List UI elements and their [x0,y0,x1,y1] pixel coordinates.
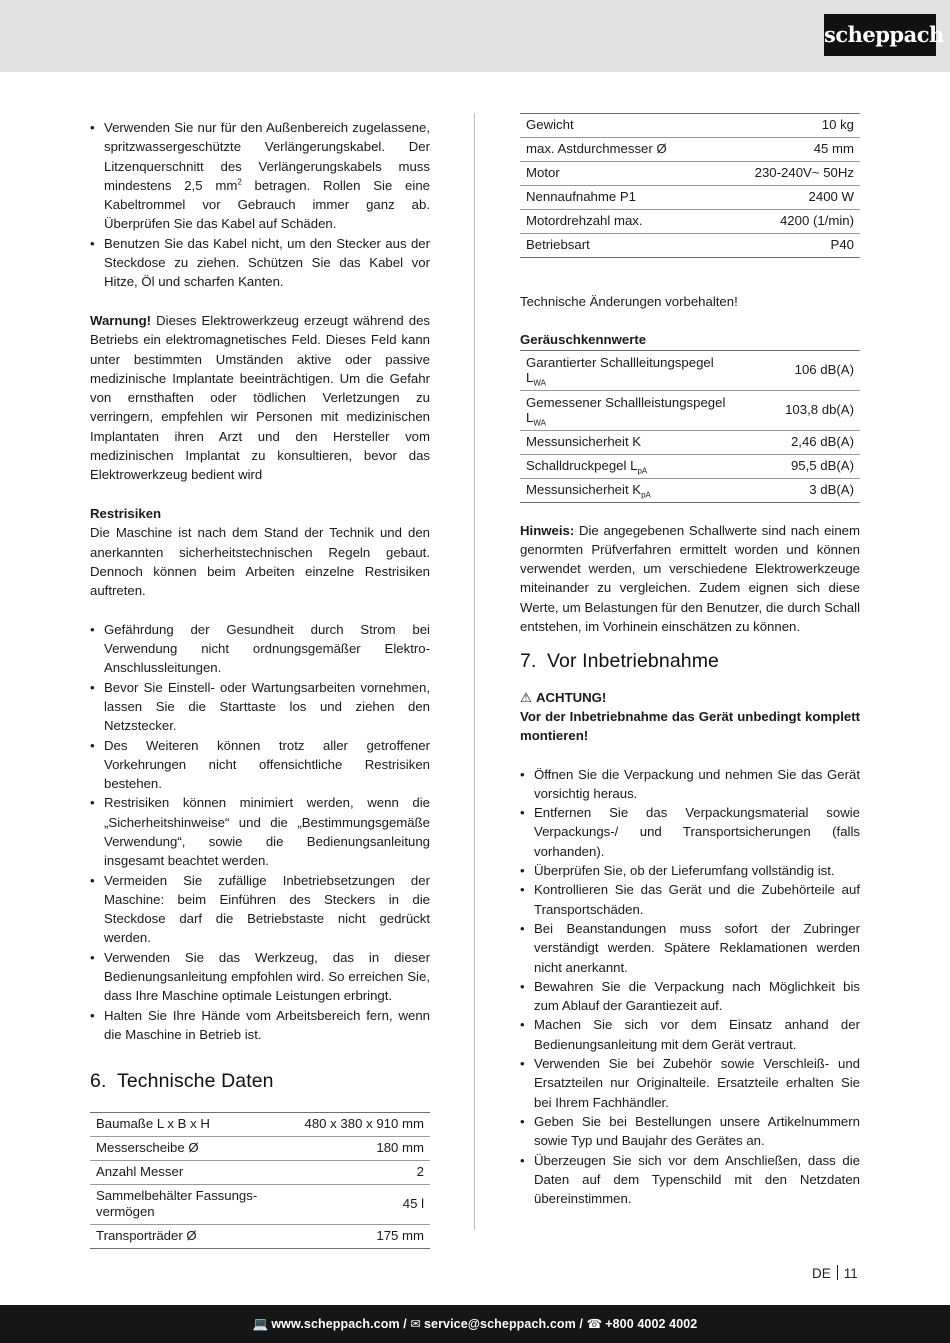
preparation-list [520,765,860,1209]
phone-icon: ☎ [586,1317,603,1331]
list-item: • Geben Sie bei Bestellungen unsere Artikelnummern sowie Typ und Baujahr des Gerätes an. [520,1112,860,1151]
list-item: • Entfernen Sie das Verpackungsmaterial sowie Verpackungs-/ und Transportsicherungen (falls vorhanden). [520,803,860,861]
section-6-heading [90,1072,430,1091]
section-number: 7. [520,650,537,673]
cell-label: Gewicht [520,114,717,138]
cell-label [520,350,766,390]
list-item: • Machen Sie sich vor dem Einsatz anhand der Bedienungsanleitung mit dem Gerät vertraut. [520,1015,860,1054]
cell-value: P40 [717,234,860,258]
footer-phone-link[interactable]: +800 4002 4002 [605,1317,698,1331]
table-row [520,454,860,478]
table-row [520,162,860,186]
cell-label: Messerscheibe Ø [90,1136,283,1160]
table-row [520,430,860,454]
footer-bar [0,1305,950,1343]
cell-value: 45 mm [717,138,860,162]
attention-label: ACHTUNG! [536,689,607,705]
page-number-value: 11 [843,1266,858,1281]
column-divider [474,113,475,1230]
hint-text: Die angegebenen Schallwerte sind nach einem genormten Prüfverfahren ermittelt worden und können verwendet werden, um verschiedene Elektrowerkzeuge miteinander zu vergleichen. Zudem eignen sich diese Werte, um Belastungen für den Benutzer, die durch Schall entstehen, im Vorhinein einschätzen zu können. [520,522,860,635]
label-text: Messunsicherheit K [526,481,642,497]
table-row [90,1160,430,1184]
list-item: • Benutzen Sie das Kabel nicht, um den Stecker aus der Steckdose zu ziehen. Schützen Sie das Kabel vor Hitze, Öl und scharfen Kanten. [90,234,430,292]
hint-paragraph [520,521,860,637]
subscript: pA [637,466,648,476]
heading-text: Restrisiken [90,505,162,521]
footer-separator: / [575,1317,587,1331]
cell-value: 45 l [283,1184,430,1224]
list-item: • Überprüfen Sie, ob der Lieferumfang vollständig ist. [520,861,860,880]
list-item [90,118,430,234]
heading-text: Geräuschkennwerte [520,332,647,348]
table-row [520,478,860,502]
cell-label: max. Astdurchmesser Ø [520,138,717,162]
cell-label: Motor [520,162,717,186]
cell-value: 2400 W [717,186,860,210]
list-item: • Bevor Sie Einstell- oder Wartungsarbeiten vornehmen, lassen Sie die Starttaste los und ziehen den Netzstecker. [90,678,430,736]
table-row [90,1184,430,1224]
page-number [812,1265,858,1281]
table-row [90,1112,430,1136]
cell-value: 175 mm [283,1224,430,1248]
subscript: pA [641,490,651,500]
list-item: • Öffnen Sie die Verpackung und nehmen Sie das Gerät vorsichtig heraus. [520,765,860,804]
warning-paragraph [90,311,430,485]
cell-value: 95,5 dB(A) [766,454,860,478]
symbol: L [526,410,534,426]
table-row [90,1136,430,1160]
restrisiken-heading [90,504,430,523]
left-column [90,118,430,1249]
label-text: Garantierter Schallleitungspegel [526,355,714,371]
list-item: • Des Weiteren können trotz aller getroffener Vorkehrungen nicht offensichtliche Restrisiken bestehen. [90,736,430,794]
warning-label: Warnung! [90,312,152,328]
cell-label: Motordrehzahl max. [520,210,717,234]
warning-text: Dieses Elektrowerkzeug erzeugt während des Betriebs ein elektromagnetisches Feld. Dieses Feld kann unter bestimmten Umständen aktive oder passive medizinische Implantate beeinträchtigen. Um die Gefahr von ernsthaften oder tödlichen Verletzungen zu verringern, empfehlen wir Personen mit medizinischen Implantaten ihren Arzt und den Hersteller vom medizinischen Implantat zu konsultieren, bevor das Elektrowerkzeug bedient wird [90,312,430,483]
list-item: • Halten Sie Ihre Hände vom Arbeitsbereich fern, wenn die Maschine in Betrieb ist. [90,1006,430,1045]
cell-value: 230-240V~ 50Hz [717,162,860,186]
list-item: • Kontrollieren Sie das Gerät und die Zubehörteile auf Transportschäden. [520,880,860,919]
bullet-text: Verwenden Sie nur für den Außenbereich zugelassene, spritzwassergeschützte Verlängerungskabel. Der Litzenquerschnitt des Verlängerungskabels muss mindestens 2,5 mm [104,120,430,193]
cell-value: 10 kg [717,114,860,138]
list-item: • Gefährdung der Gesundheit durch Strom bei Verwendung nicht ordnungsgemäßer Elektro-Anschlussleitungen. [90,620,430,678]
subscript: WA [533,378,546,388]
section-title: Vor Inbetriebnahme [547,650,719,673]
cell-label: Anzahl Messer [90,1160,283,1184]
risk-list [90,620,430,1045]
cell-value: 2,46 dB(A) [766,430,860,454]
cell-value: 480 x 380 x 910 mm [283,1112,430,1136]
restrisiken-paragraph: Die Maschine ist nach dem Stand der Technik und den anerkannten sicherheitstechnischen Regeln gebaut. Dennoch können beim Arbeiten einzelne Restrisiken auftreten. [90,525,430,599]
table-row [520,210,860,234]
cell-value: 2 [283,1160,430,1184]
laptop-icon: 💻 [252,1317,269,1331]
section-title: Technische Daten [117,1070,274,1093]
tech-data-table [90,1112,430,1249]
page-lang: DE [812,1266,831,1281]
noise-table [520,350,860,503]
cable-bullet-list [90,118,430,292]
cell-label: Betriebsart [520,234,717,258]
cell-value: 106 dB(A) [766,350,860,390]
footer-email-link[interactable]: service@scheppach.com [423,1317,576,1331]
attention-text: Vor der Inbetriebnahme das Gerät unbedingt komplett montieren! [520,708,860,744]
section-7-heading [520,652,860,671]
warning-triangle-icon: ⚠ [520,689,532,705]
subscript: WA [533,418,546,428]
table-row [90,1224,430,1248]
cell-value: 4200 (1/min) [717,210,860,234]
mail-icon: ✉ [410,1317,421,1331]
tech-data-table-continued [520,113,860,258]
attention-line [520,688,860,707]
bullet-text-tail: betragen. Rollen Sie eine Kabeltrommel vor Gebrauch immer ganz ab. Überprüfen Sie das Kabel auf Schäden. [104,177,430,232]
list-item: • Verwenden Sie das Werkzeug, das in dieser Bedienungsanleitung empfohlen wird. So erreichen Sie, dass Ihre Maschine optimale Leistungen erbringt. [90,948,430,1006]
footer-separator: / [399,1317,411,1331]
cell-label [520,390,766,430]
cell-value: 3 dB(A) [766,478,860,502]
label-text: Gemessener Schallleistungspegel [526,395,726,411]
cell-value: 180 mm [283,1136,430,1160]
list-item: • Vermeiden Sie zufällige Inbetriebsetzungen der Maschine: beim Einführen des Steckers in die Steckdose darf die Betriebstaste nicht gedrückt werden. [90,871,430,948]
label-text: Schalldruckpegel L [526,457,638,473]
scheppach-logo: scheppach [824,14,936,56]
symbol: L [526,370,534,386]
cell-value: 103,8 db(A) [766,390,860,430]
page-number-separator [837,1265,838,1280]
cell-label: Messunsicherheit K [520,430,766,454]
list-item: • Überzeugen Sie sich vor dem Anschließen, dass die Daten auf dem Typenschild mit den Netzdaten übereinstimmen. [520,1151,860,1209]
list-item: • Verwenden Sie bei Zubehör sowie Verschleiß- und Ersatzteilen nur Originalteile. Ersatzteile erhalten Sie bei Ihrem Fachhändler. [520,1054,860,1112]
list-item: • Bei Beanstandungen muss sofort der Zubringer verständigt werden. Spätere Reklamationen werden nicht anerkannt. [520,919,860,977]
label-line: Sammelbehälter Fassungs- [96,1187,258,1203]
table-row [520,390,860,430]
cell-label [520,454,766,478]
table-row [520,234,860,258]
cell-label: Nennaufnahme P1 [520,186,717,210]
footer-website-link[interactable]: www.scheppach.com [271,1317,400,1331]
cell-label: Transporträder Ø [90,1224,283,1248]
table-row [520,350,860,390]
table-row [520,138,860,162]
cell-label: Baumaße L x B x H [90,1112,283,1136]
cell-label [90,1184,283,1224]
label-line: vermögen [96,1204,155,1220]
list-item: • Restrisiken können minimiert werden, wenn die „Sicherheitshinweise“ und die „Bestimmungsgemäße Verwendung“, sowie die Bedienungsanleitung insgesamt beachtet werden. [90,793,430,870]
right-column [520,113,860,1208]
cell-label [520,478,766,502]
table-row [520,114,860,138]
table-row [520,186,860,210]
changes-note: Technische Änderungen vorbehalten! [520,294,738,309]
section-number: 6. [90,1070,107,1093]
noise-heading [520,330,860,349]
list-item: • Bewahren Sie die Verpackung nach Möglichkeit bis zum Ablauf der Garantiezeit auf. [520,977,860,1016]
header-bar [0,0,950,72]
hint-label: Hinweis: [520,522,575,538]
superscript: 2 [237,177,242,187]
